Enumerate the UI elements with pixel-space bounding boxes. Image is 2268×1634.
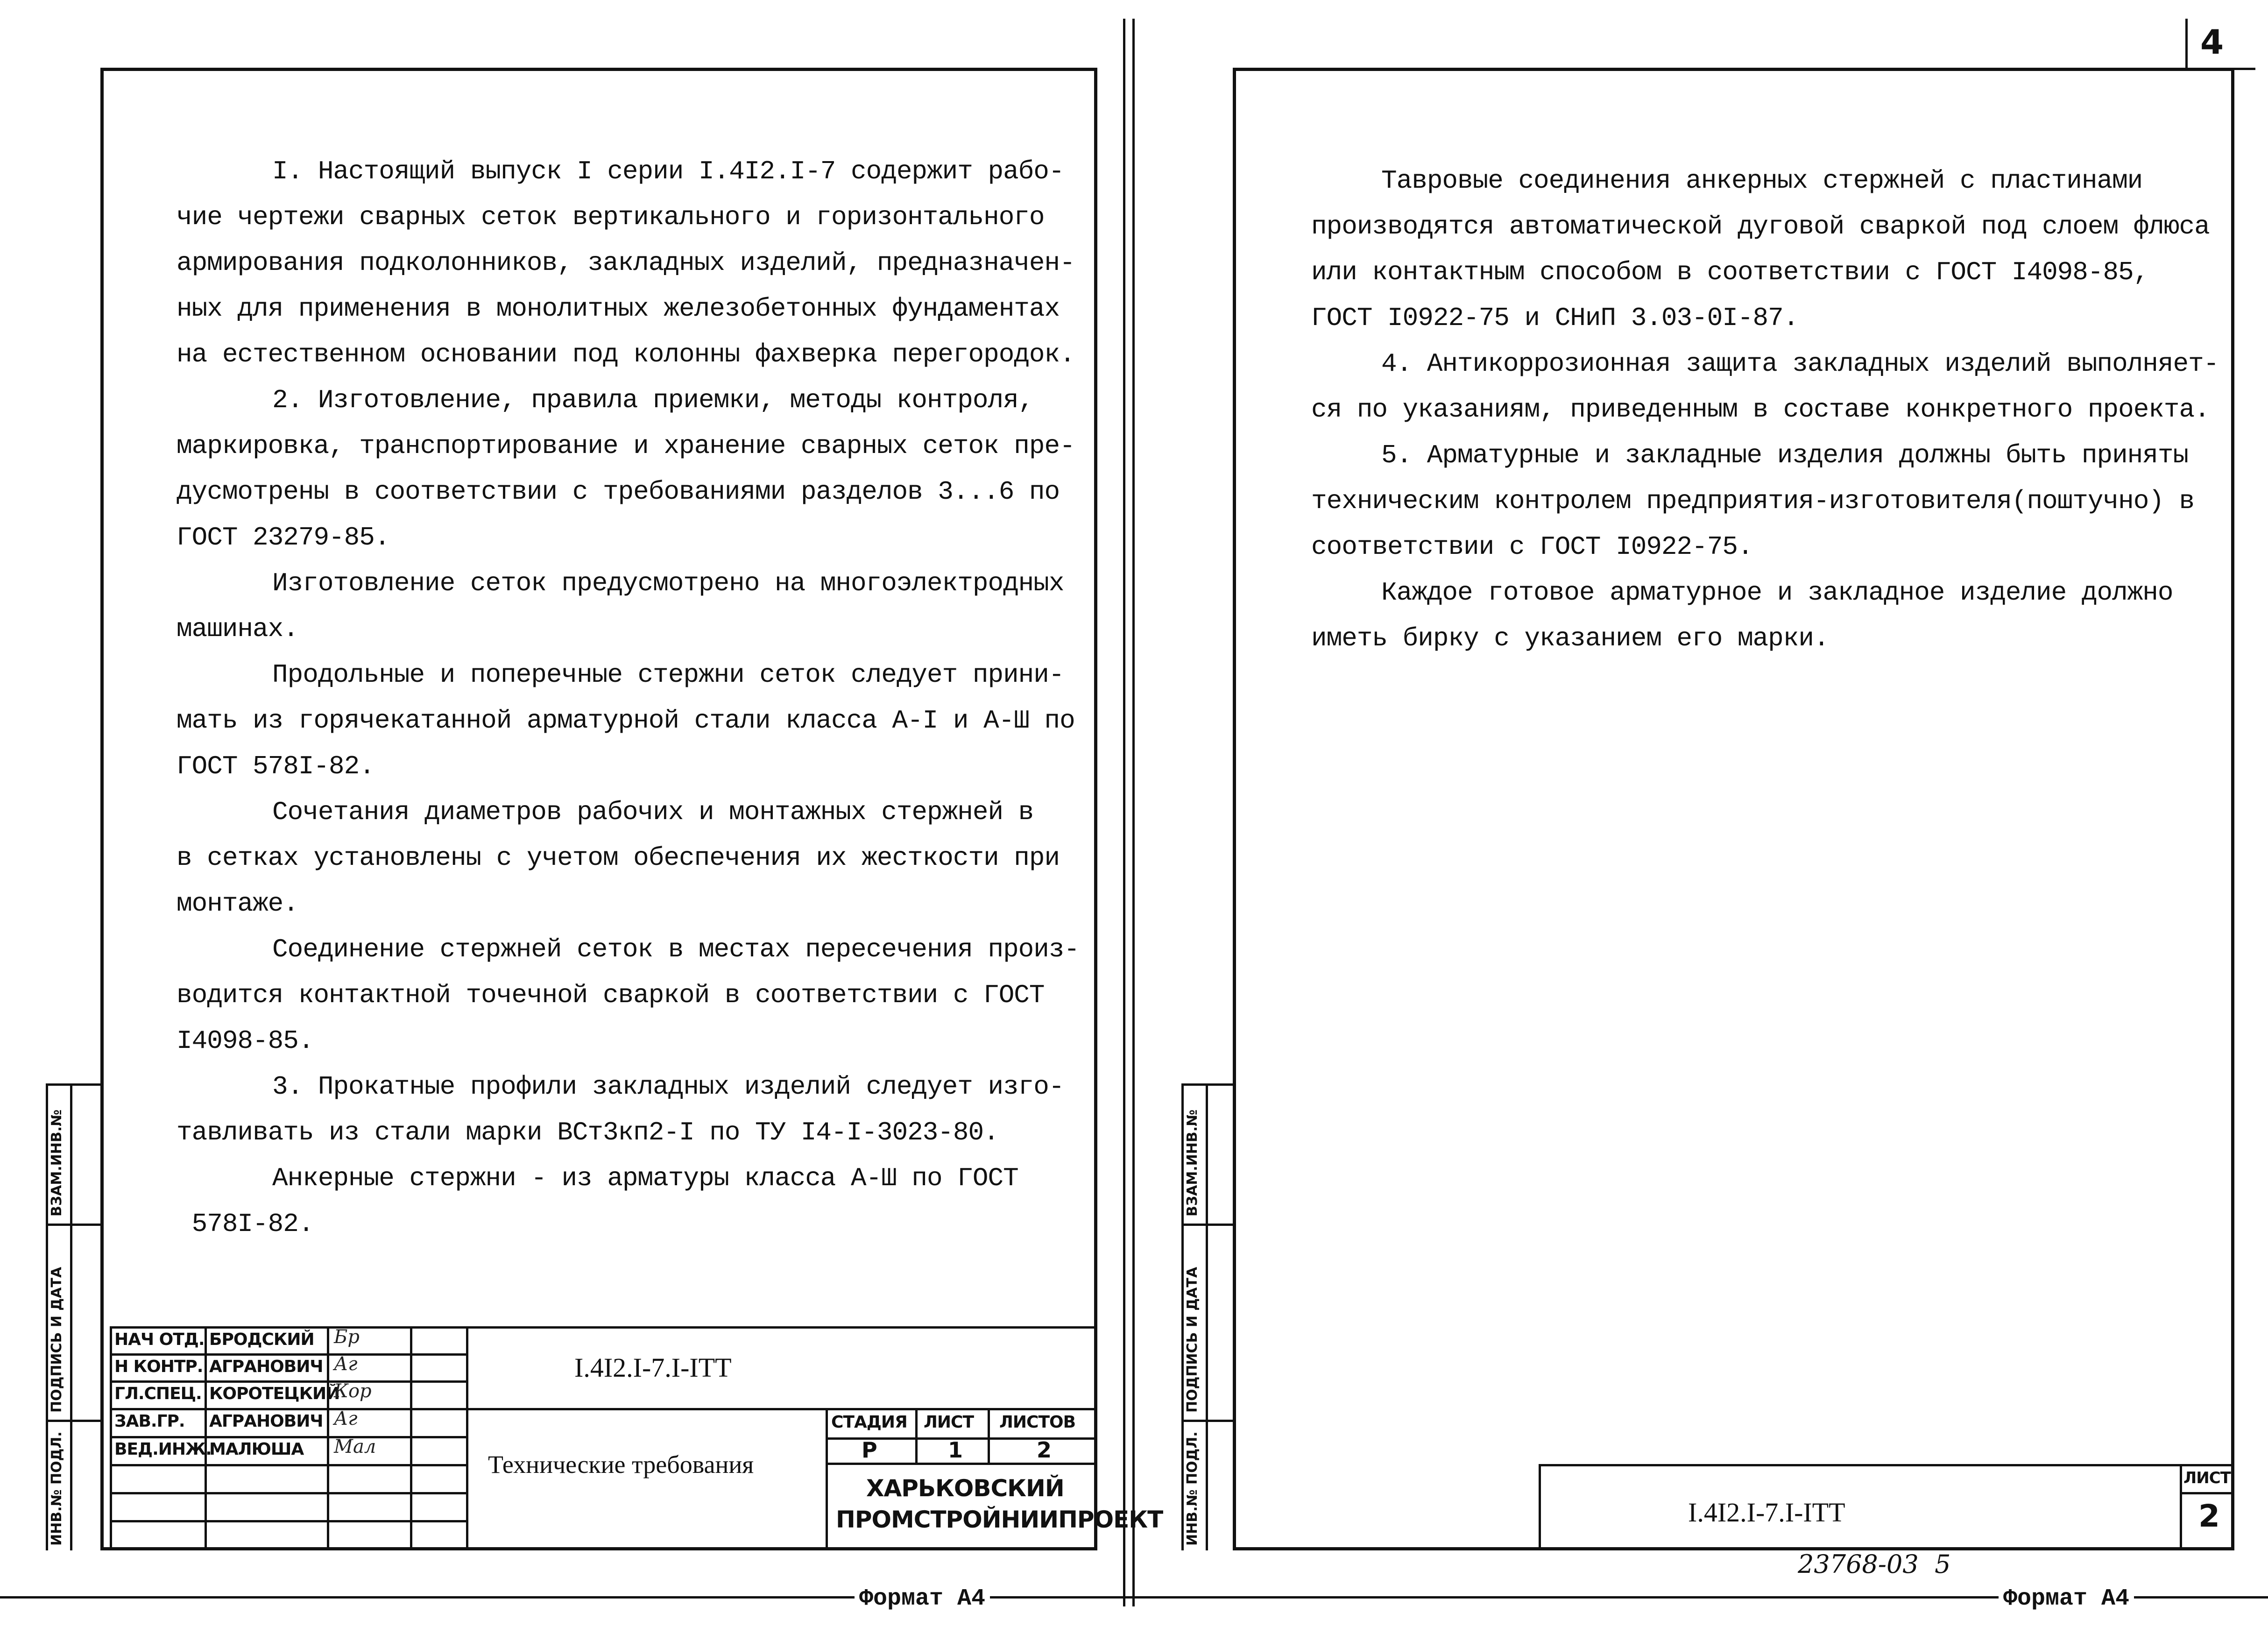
sheet-separator-left [1123,19,1125,1606]
sheet-separator-right [1132,19,1135,1606]
text-line: ся по указаниям, приведенным в составе конкретного проекта. [1311,395,2210,424]
signature-mark: Мал [334,1436,376,1457]
left-sheet-text [177,149,1079,1247]
left-format-label: Формат А4 [855,1585,990,1612]
text-line: Изготовление сеток предусмотрено на многоэлектродных [272,568,1064,598]
left-inv-podl-label: ИНВ.№ ПОДЛ. [49,1431,65,1546]
stamp-name: АГРАНОВИЧ [209,1357,323,1376]
text-line: Каждое готовое арматурное и закладное изделие должно [1381,578,2173,608]
stamp-role: ГЛ.СПЕЦ. [114,1384,202,1403]
left-stamp-designation: I.4I2.I-7.I-ITT [574,1352,732,1383]
left-side-strip-left [46,1083,48,1550]
sheets-value: 2 [1037,1437,1052,1463]
right-sheet-label: ЛИСТ [2183,1469,2231,1487]
text-line: ГОСТ 23279-85. [177,523,390,552]
left-podpis-data-label: ПОДПИСЬ И ДАТА [49,1266,65,1413]
stamp-info-v2 [988,1408,990,1463]
text-line: 5. Арматурные и закладные изделия должны быть приняты [1381,440,2189,470]
stamp-info-divider [826,1408,828,1550]
right-side-strip-left [1181,1083,1184,1550]
left-side-strip-div1 [46,1224,100,1226]
page-bottom-line [0,1596,2268,1599]
text-line: в сетках установлены с учетом обеспечения их жесткости при [177,843,1060,873]
text-line: Сочетания диаметров рабочих и монтажных стержней в [272,797,1034,827]
sheets-header: ЛИСТОВ [999,1413,1076,1432]
text-line: Продольные и поперечные стержни сеток следует прини- [272,660,1064,690]
text-line: 3. Прокатные профили закладных изделий следует изго- [272,1072,1064,1102]
text-line: или контактным способом в соответствии с ГОСТ I4098-85, [1311,257,2149,287]
stamp-info-hline2 [826,1463,1097,1465]
right-side-strip-div2 [1181,1420,1233,1422]
left-side-strip-right [70,1083,72,1550]
archive-number: 23768-03 5 [1798,1549,1951,1579]
text-line: иметь бирку с указанием его марки. [1311,623,1829,653]
text-line: техническим контролем предприятия-изготовителя(поштучно) в [1311,486,2195,516]
left-side-strip-div2 [46,1420,100,1422]
page-number-divider [2185,19,2188,70]
signature-mark: Аг [334,1353,358,1375]
text-line: маркировка, транспортирование и хранение сварных сеток пре- [177,431,1075,461]
text-line: дусмотрены в соответствии с требованиями разделов 3...6 по [177,477,1060,507]
stamp-info-v1 [915,1408,918,1463]
right-side-strip-div1 [1181,1224,1233,1226]
stage-header: СТАДИЯ [831,1413,907,1432]
text-line: ГОСТ 578I-82. [177,751,374,781]
text-line: на естественном основании под колонны фахверка перегородок. [177,340,1075,369]
sig-row1 [110,1353,466,1356]
right-side-strip-top [1181,1083,1233,1086]
right-stamp-designation: I.4I2.I-7.I-ITT [1688,1497,1845,1528]
right-side-strip-right [1206,1083,1208,1550]
text-line: мать из горячекатанной арматурной стали класса А-I и А-Ш по [177,706,1075,736]
right-stamp-left [1539,1464,1541,1550]
signature-mark: Бр [334,1326,360,1348]
right-podpis-data-label: ПОДПИСЬ И ДАТА [1184,1266,1201,1413]
text-line: водится контактной точечной сваркой в соответствии с ГОСТ [177,980,1045,1010]
text-line: монтаже. [177,889,298,919]
right-vzam-inv-label: ВЗАМ.ИНВ.№ [1184,1109,1201,1217]
left-vzam-inv-label: ВЗАМ.ИНВ.№ [49,1109,65,1217]
text-line: ГОСТ I0922-75 и СНиП 3.03-0I-87. [1311,303,1799,333]
sig-row3 [110,1408,466,1410]
stamp-name: МАЛЮША [209,1440,304,1459]
text-line: I4098-85. [177,1026,314,1056]
org-line2: ПРОМСТРОЙНИИПРОЕКТ [836,1506,1163,1533]
signature-mark: Кор [334,1380,372,1402]
sheet-value: 1 [948,1437,963,1463]
right-format-label: Формат А4 [1999,1585,2134,1612]
text-line: армирования подколонников, закладных изделий, предназначен- [177,248,1075,278]
sig-row4 [110,1436,466,1438]
stamp-name: БРОДСКИЙ [209,1330,314,1349]
text-line: 4. Антикоррозионная защита закладных изделий выполняет- [1381,349,2219,379]
right-inv-podl-label: ИНВ.№ ПОДЛ. [1184,1431,1201,1546]
text-line: тавливать из стали марки ВСт3кп2-I по ТУ I4-I-3023-80. [177,1118,999,1147]
text-line: соответствии с ГОСТ I0922-75. [1311,532,1753,562]
text-line: 578I-82. [177,1209,314,1239]
right-sheet-text [1311,158,2219,661]
text-line: 2. Изготовление, правила приемки, методы контроля, [272,385,1034,415]
signature-mark: Аг [334,1408,358,1429]
stamp-name: АГРАНОВИЧ [209,1412,323,1431]
sig-row2 [110,1380,466,1383]
stamp-role: Н КОНТР. [114,1357,203,1376]
text-line: Соединение стержней сеток в местах пересечения произ- [272,934,1080,964]
text-line: I. Настоящий выпуск I серии I.4I2.I-7 содержит рабо- [272,156,1064,186]
text-line: Тавровые соединения анкерных стержней с пластинами [1381,166,2143,196]
right-stamp-sheet-divider [2180,1464,2182,1550]
sig-row7 [110,1520,466,1522]
stamp-role: НАЧ ОТД. [114,1330,205,1349]
stamp-top-line [110,1326,1097,1329]
stamp-role: ЗАВ.ГР. [114,1412,185,1431]
sig-row5 [110,1464,466,1466]
text-line: чие чертежи сварных сеток вертикального и горизонтального [177,202,1045,232]
right-sheet-value: 2 [2198,1498,2219,1534]
left-side-strip-top [46,1083,100,1086]
stamp-col-divider [466,1326,468,1550]
sig-col3 [410,1326,412,1550]
right-stamp-top [1539,1464,2234,1466]
sig-row6 [110,1492,466,1494]
stamp-name: КОРОТЕЦКИЙ [209,1384,340,1403]
sig-col1 [205,1326,207,1550]
sheet-header: ЛИСТ [924,1413,974,1432]
stamp-role: ВЕД.ИНЖ. [114,1440,212,1459]
stage-value: Р [862,1437,877,1463]
org-line1: ХАРЬКОВСКИЙ [866,1475,1064,1502]
right-stamp-sheet-hline [2180,1492,2234,1494]
stamp-title: Технические требования [488,1450,754,1478]
sig-col2 [327,1326,329,1550]
text-line: ных для применения в монолитных железобетонных фундаментах [177,294,1060,324]
text-line: производятся автоматической дуговой сваркой под слоем флюса [1311,212,2210,241]
text-line: машинах. [177,614,298,644]
text-line: Анкерные стержни - из арматуры класса А-Ш по ГОСТ [272,1163,1018,1193]
sig-col0 [110,1326,112,1550]
page-number: 4 [2200,22,2224,62]
